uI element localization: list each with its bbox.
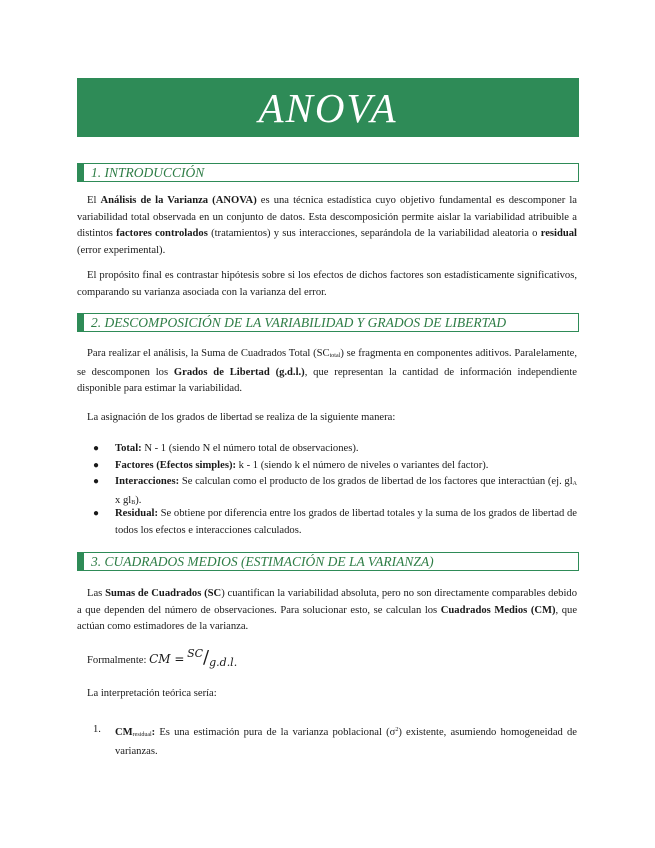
list-item: ● Interacciones: Se calculan como el producto de los grados de libertad de los factores que interactúan (ej. glA x glB). bbox=[93, 476, 577, 506]
fraction-slash: / bbox=[203, 647, 210, 668]
section-heading-descomposicion: 2. DESCOMPOSICIÓN DE LA VARIABILIDAD Y GRADOS DE LIBERTAD bbox=[77, 313, 579, 332]
list-item: 1. CMresidual: Es una estimación pura de la varianza poblacional $(\sigma^2)$ existente, asumiendo homogeneidad de varianzas. bbox=[93, 724, 577, 757]
formula-numerator: SC bbox=[187, 647, 204, 660]
decomp-paragraph-2: La asignación de los grados de libertad se realiza de la siguiente manera: bbox=[87, 412, 396, 423]
bullet-icon: ● bbox=[93, 508, 100, 519]
intro-paragraph-2: El propósito final es contrastar hipótesis sobre si los efectos de dichos factores son estadísticamente significativos, comparando su varianza asociada con la varianza del error. bbox=[77, 270, 577, 298]
section-heading-introduccion: 1. INTRODUCCIÓN bbox=[77, 163, 579, 182]
cm-paragraph-3: La interpretación teórica sería: bbox=[87, 688, 217, 699]
intro-paragraph-1: El Análisis de la Varianza (ANOVA) es una técnica estadística cuyo objetivo fundamental es descomponer la variabilidad total observada en un conjunto de datos. Esta descomposición permite aislar la variabilidad atribuible a distintos factores controlados (tratamientos) y sus interacciones, separándola de la variabilidad aleatoria o residual (error experimental). bbox=[77, 195, 577, 256]
bullet-icon: ● bbox=[93, 443, 100, 454]
document-title: ANOVA bbox=[258, 84, 398, 131]
list-item: ● Factores (Efectos simples): k - 1 (siendo k el número de niveles o variantes del factor). bbox=[93, 458, 577, 475]
decomp-paragraph-1: Para realizar el análisis, la Suma de Cuadrados Total (SCtotal) se fragmenta en componentes aditivos. Paralelamente, se descomponen los Grados de Libertad (g.d.l.), que representan la cantidad de información independiente disponible para estimar la variabilidad. bbox=[77, 348, 577, 395]
list-item: ● Total: N - 1 (siendo N el número total de observaciones). bbox=[93, 441, 577, 458]
formula-line: Formalmente: CM = SC/g.d.l. bbox=[87, 647, 238, 669]
bullet-icon: ● bbox=[93, 460, 100, 471]
title-banner bbox=[77, 78, 579, 137]
formula-denominator: g.d.l. bbox=[209, 656, 238, 669]
formula-lhs: CM = bbox=[149, 652, 185, 666]
bullet-icon: ● bbox=[93, 476, 100, 487]
cm-paragraph-1: Las Sumas de Cuadrados (SC) cuantifican la variabilidad absoluta, pero no son directamente comparables debido a que dependen del número de observaciones. Para solucionar esto, se calculan los Cuadrados Medios (CM), que actúan como estimadores de la varianza. bbox=[77, 588, 578, 633]
section-heading-cuadrados-medios: 3. CUADRADOS MEDIOS (ESTIMACIÓN DE LA VARIANZA) bbox=[77, 552, 579, 571]
list-item: ● Residual: Se obtiene por diferencia entre los grados de libertad totales y la suma de los grados de libertad de todos los efectos e interacciones calculados. bbox=[93, 508, 577, 536]
